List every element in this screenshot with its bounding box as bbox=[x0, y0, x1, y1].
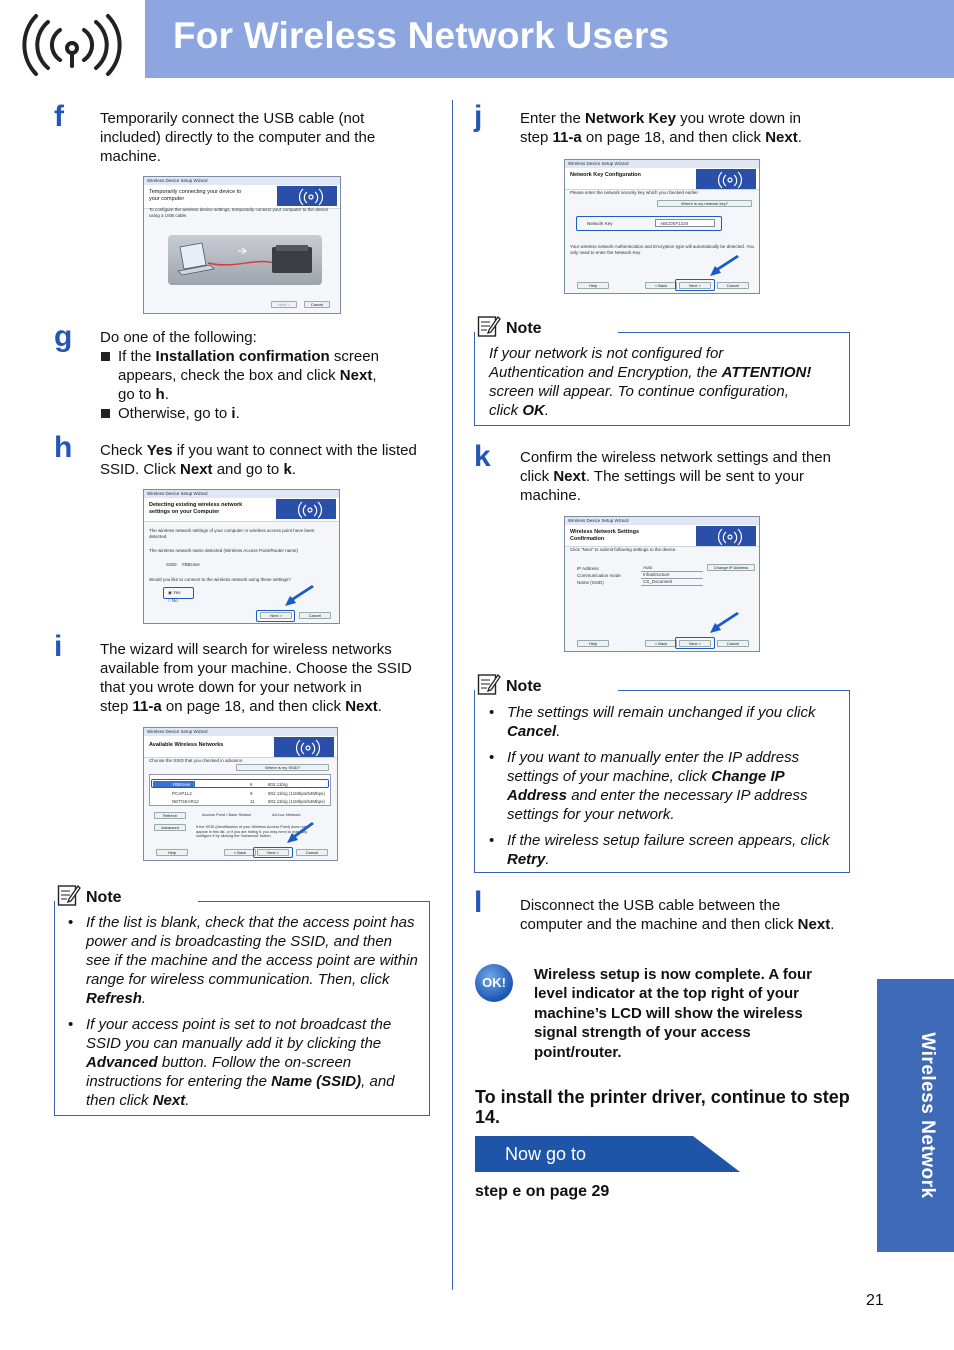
step-g-option bbox=[100, 404, 440, 423]
text-bold: Network Key bbox=[585, 110, 676, 127]
now-go-to-banner bbox=[475, 1136, 740, 1172]
where-ssid-button[interactable]: Where is my SSID? bbox=[236, 764, 329, 771]
side-tab-label: Wireless Network bbox=[917, 1032, 938, 1199]
text-bold: Change IP Address bbox=[507, 768, 785, 804]
dialog-body: Click "Next" to submit following settings to the device. bbox=[570, 547, 677, 552]
header-logo bbox=[0, 0, 145, 78]
step-k-line: machine. bbox=[520, 487, 581, 504]
step-l-text bbox=[520, 896, 860, 934]
note-line: If your network is not configured for bbox=[489, 345, 724, 362]
dialog-heading bbox=[149, 189, 241, 202]
step-f-line: machine. bbox=[100, 148, 161, 165]
text-bold: Cancel bbox=[507, 723, 557, 740]
wireless-logo-icon bbox=[276, 499, 336, 519]
step-j-line bbox=[520, 128, 860, 147]
step-letter-h: h bbox=[54, 431, 73, 464]
wireless-brand-icon bbox=[0, 0, 145, 78]
completion-message: Wireless setup is now complete. A four level indicator at the top right of your machine’s LCD will show the wireless signal strength of your access point/router. bbox=[534, 966, 812, 1061]
step-f-line: included) directly to the computer and the bbox=[100, 129, 376, 146]
comm-mode-value: Infrastructure bbox=[641, 572, 703, 579]
text-bold: Retry bbox=[507, 851, 546, 868]
step-i-line: available from your machine. Choose the SSID bbox=[100, 660, 412, 677]
dialog-next-button[interactable]: Next > bbox=[679, 282, 711, 289]
change-ip-button[interactable]: Change IP Address bbox=[707, 564, 755, 571]
dialog-network-key bbox=[564, 159, 760, 294]
dialog-window-title: Wireless Device Setup Wizard bbox=[144, 490, 339, 498]
text-bold: k bbox=[283, 461, 292, 478]
next-step-reference bbox=[475, 1182, 609, 1202]
wireless-logo-icon bbox=[274, 737, 334, 757]
text: SSID. Click bbox=[100, 461, 181, 478]
ssid-name-label: Name (SSID) bbox=[577, 580, 604, 585]
no-label: No bbox=[171, 598, 178, 603]
step-h-line bbox=[100, 460, 445, 479]
text: If the list is blank, check that the access point has power and is broadcasting the SSID, and then see if the machine and the access point are within range for wireless communication. Then, click bbox=[86, 914, 418, 988]
network-channel: 9 bbox=[250, 791, 253, 796]
text: If the wireless setup failure screen appears, click bbox=[507, 832, 830, 849]
text: , bbox=[372, 367, 377, 384]
text: . bbox=[185, 1092, 190, 1109]
text-bold: Advanced bbox=[86, 1054, 158, 1071]
yes-radio[interactable]: ◉ Yes bbox=[168, 590, 181, 595]
dialog-header bbox=[565, 168, 759, 190]
dialog-next-button[interactable]: Next > bbox=[257, 849, 289, 856]
note-list bbox=[489, 703, 839, 869]
dialog-cancel-button[interactable]: Cancel bbox=[304, 301, 330, 308]
dialog-heading-line: Detecting existing wireless network bbox=[149, 502, 243, 508]
text: . bbox=[377, 698, 382, 715]
dialog-usb-connect bbox=[143, 176, 341, 314]
text-bold: ATTENTION! bbox=[721, 364, 812, 381]
text-bold: Next bbox=[180, 461, 213, 478]
text-bold: OK bbox=[522, 402, 545, 419]
step-letter-k: k bbox=[474, 440, 491, 473]
network-key-label: Network Key bbox=[587, 221, 613, 226]
text: . bbox=[830, 916, 835, 933]
note-heading: Note bbox=[506, 678, 542, 695]
dialog-window-title: Wireless Device Setup Wizard bbox=[565, 160, 759, 168]
dialog-heading-line: settings on your Computer bbox=[149, 508, 220, 515]
dialog-header bbox=[565, 525, 759, 547]
page-number: 21 bbox=[866, 1292, 884, 1309]
dialog-header bbox=[144, 736, 337, 758]
pointer-arrow-icon bbox=[707, 611, 741, 635]
network-key-input[interactable]: ABCDEF1234 bbox=[655, 219, 715, 227]
dialog-header bbox=[144, 498, 339, 522]
note-heading: Note bbox=[86, 889, 122, 906]
legend-access-point: Access Point / Base Station bbox=[202, 812, 252, 817]
text: Authentication and Encryption, the bbox=[489, 364, 722, 381]
text-bold: Next bbox=[765, 129, 798, 146]
text: . The settings will be sent to your bbox=[585, 468, 805, 485]
note-i-text bbox=[68, 913, 418, 1117]
text-bold: Name (SSID) bbox=[271, 1073, 362, 1090]
wireless-logo-icon bbox=[696, 526, 756, 546]
text: . bbox=[291, 461, 296, 478]
dialog-cancel-button[interactable]: Cancel bbox=[299, 612, 331, 619]
text: If the bbox=[118, 348, 156, 365]
selected-network-highlight bbox=[151, 779, 329, 788]
step-letter-l: l bbox=[474, 886, 483, 919]
note-line bbox=[489, 401, 844, 420]
text-bold: Next bbox=[152, 1092, 186, 1109]
text: and enter the necessary IP address settings for your network. bbox=[507, 787, 808, 823]
note-j-text bbox=[489, 344, 844, 420]
step-l-line bbox=[520, 915, 860, 934]
text: If your access point is set to not broadcast the SSID you can manually add it by clicking the bbox=[86, 1016, 392, 1052]
pointer-arrow-icon bbox=[707, 254, 741, 278]
page-title: For Wireless Network Users bbox=[173, 15, 670, 56]
network-mode: 802.11b/g bbox=[268, 782, 288, 787]
dialog-body: To configure the wireless device settings, temporarily connect your computer to the device using a USB cable. bbox=[149, 207, 329, 218]
dialog-question: Would you like to connect to the wireless network using these settings? bbox=[149, 577, 291, 582]
text-bold: Refresh bbox=[86, 990, 142, 1007]
network-name: YBBUser bbox=[172, 782, 191, 787]
note-item bbox=[489, 831, 839, 869]
dialog-body: The wireless network settings of your computer or wireless access point have been detected. bbox=[149, 528, 315, 539]
step-letter-i: i bbox=[54, 630, 63, 663]
text: . bbox=[141, 990, 147, 1007]
dialog-cancel-button[interactable]: Cancel bbox=[717, 282, 749, 289]
text-bold: Installation confirmation bbox=[155, 348, 330, 365]
text: . bbox=[235, 405, 240, 422]
step-g-option bbox=[100, 347, 440, 404]
step-i-line bbox=[100, 697, 445, 716]
note-list bbox=[68, 913, 418, 1110]
text: click bbox=[520, 468, 554, 485]
dialog-next-button[interactable]: Next > bbox=[679, 640, 711, 647]
step-k-text bbox=[520, 448, 860, 505]
text-bold: 14 bbox=[475, 1107, 496, 1127]
text: To install the printer driver, continue to step bbox=[475, 1087, 850, 1107]
ok-badge-icon: OK! bbox=[475, 964, 513, 1002]
network-name: NETGEAR12 bbox=[172, 799, 199, 804]
text-bold: Next bbox=[553, 468, 586, 485]
text-bold: Yes bbox=[146, 442, 173, 459]
dialog-next-button[interactable]: Next > bbox=[260, 612, 292, 619]
now-go-to-label: Now go to bbox=[505, 1144, 587, 1164]
text: . bbox=[545, 851, 550, 868]
ssid-value: YBBUser bbox=[181, 562, 201, 567]
text: . bbox=[797, 129, 802, 146]
note-k-text bbox=[489, 703, 839, 876]
step-k-line bbox=[520, 467, 860, 486]
dialog-next-button[interactable]: Next > bbox=[271, 301, 297, 308]
text: you wrote down in bbox=[675, 110, 801, 127]
dialog-ssid-row bbox=[166, 562, 334, 568]
text: If you want to manually enter the IP address settings of your machine, click bbox=[507, 749, 800, 785]
no-radio[interactable]: ○ No bbox=[168, 598, 178, 603]
text: if you want to connect with the listed bbox=[172, 442, 417, 459]
text: step bbox=[520, 129, 553, 146]
text: click bbox=[489, 402, 523, 419]
help-button[interactable]: Help bbox=[156, 849, 188, 856]
pointer-arrow-icon bbox=[284, 822, 316, 844]
step-f-text bbox=[100, 109, 440, 166]
text-bold: h bbox=[155, 386, 165, 403]
continue-heading bbox=[475, 1087, 855, 1127]
note-item bbox=[68, 1015, 418, 1110]
text-bold: Next bbox=[345, 698, 378, 715]
step-j-line bbox=[520, 109, 860, 128]
step-letter-j: j bbox=[474, 100, 483, 133]
step-h-text bbox=[100, 441, 445, 479]
note-item bbox=[489, 748, 839, 824]
text-bold: i bbox=[231, 405, 236, 422]
dialog-header bbox=[144, 185, 340, 209]
dialog-heading-line: Confirmation bbox=[570, 535, 605, 542]
text: step bbox=[100, 698, 133, 715]
step-i-line: The wizard will search for wireless networks bbox=[100, 641, 392, 658]
laptop-printer-icon bbox=[168, 235, 322, 285]
text: on page 18, and then click bbox=[581, 129, 766, 146]
dialog-available-networks bbox=[143, 727, 338, 861]
text: screen bbox=[329, 348, 379, 365]
dialog-window-title: Wireless Device Setup Wizard bbox=[565, 517, 759, 525]
ip-address-label: IP Address bbox=[577, 566, 599, 571]
dialog-heading bbox=[149, 502, 242, 515]
dialog-info: If the SSID (identification of your Wireless Access Point) does not appear in this list, or if you are hiding it, you may need to manually configure it by clicking the 'Advanced' button. bbox=[196, 825, 308, 838]
text: on page 18, and then click bbox=[161, 698, 346, 715]
network-name: PCAP1L2 bbox=[172, 791, 192, 796]
text: Enter the bbox=[520, 110, 586, 127]
text: go to bbox=[118, 386, 156, 403]
text: The settings will remain unchanged if you click bbox=[507, 704, 816, 721]
note-item bbox=[68, 913, 418, 1008]
column-divider bbox=[452, 100, 453, 1290]
pointer-arrow-icon bbox=[282, 584, 316, 608]
help-button[interactable]: Help bbox=[577, 282, 609, 289]
text: . bbox=[556, 723, 561, 740]
text: on page 29 bbox=[521, 1183, 610, 1200]
yes-label: Yes bbox=[173, 590, 181, 595]
note-line bbox=[489, 363, 844, 382]
dialog-heading bbox=[570, 529, 639, 542]
step-l-line: Disconnect the USB cable between the bbox=[520, 897, 781, 914]
network-mode: 802.11b/g (11Mbps/54Mbps) bbox=[268, 791, 325, 796]
dialog-info: Your wireless network Authentication and Encryption type will automatically be detected. You only need to enter the Network Key. bbox=[570, 244, 754, 255]
network-channel: 6 bbox=[250, 782, 253, 787]
note-item bbox=[489, 703, 839, 741]
text: computer and the machine and then click bbox=[520, 916, 798, 933]
text: appears, check the box and click bbox=[118, 367, 340, 384]
dialog-settings-confirm bbox=[564, 516, 760, 652]
advanced-button[interactable]: Advanced bbox=[154, 824, 186, 831]
text: Otherwise, go to bbox=[118, 405, 232, 422]
ssid-label: SSID: bbox=[166, 562, 178, 567]
wireless-logo-icon bbox=[696, 169, 756, 189]
text: and go to bbox=[212, 461, 284, 478]
step-g-options bbox=[100, 347, 440, 423]
note-line: screen will appear. To continue configuration, bbox=[489, 383, 789, 400]
text-bold: 11-a bbox=[552, 129, 582, 146]
help-button[interactable]: Help bbox=[577, 640, 609, 647]
ssid-name-value: CS_Document bbox=[641, 579, 703, 586]
dialog-heading: Available Wireless Networks bbox=[149, 742, 224, 748]
text: . bbox=[544, 402, 550, 419]
note-heading: Note bbox=[506, 320, 542, 337]
text-bold: Next bbox=[339, 367, 373, 384]
dialog-body: Please enter the network security key which you checked earlier. bbox=[570, 190, 699, 195]
dialog-body: Choose the SSID that you checked in advance. bbox=[149, 758, 244, 763]
step-f-line: Temporarily connect the USB cable (not bbox=[100, 110, 365, 127]
dialog-heading-line: your computer bbox=[149, 195, 185, 202]
text: Check bbox=[100, 442, 147, 459]
text: . bbox=[164, 386, 169, 403]
network-mode: 802.11b/g (11Mbps/54Mbps) bbox=[268, 799, 325, 804]
text-bold: 11-a bbox=[132, 698, 162, 715]
dialog-cancel-button[interactable]: Cancel bbox=[717, 640, 749, 647]
dialog-heading: Network Key Configuration bbox=[570, 172, 641, 178]
comm-mode-label: Communication mode bbox=[577, 573, 621, 578]
step-j-text bbox=[520, 109, 860, 147]
step-letter-g: g bbox=[54, 320, 73, 353]
step-k-line: Confirm the wireless network settings and then bbox=[520, 449, 831, 466]
step-letter-ref: e bbox=[512, 1183, 522, 1200]
text-bold: Next bbox=[797, 916, 831, 933]
text: , and then click bbox=[86, 1073, 395, 1109]
legend-adhoc: Ad-hoc Network bbox=[272, 812, 301, 817]
back-button[interactable]: < Back bbox=[645, 282, 677, 289]
dialog-cancel-button[interactable]: Cancel bbox=[296, 849, 328, 856]
text: button. Follow the on-screen instructions for entering the bbox=[86, 1054, 352, 1090]
usb-illustration bbox=[168, 235, 322, 285]
wireless-logo-icon bbox=[277, 186, 337, 206]
side-tab bbox=[877, 979, 954, 1252]
step-h-line bbox=[100, 441, 445, 460]
refresh-button[interactable]: Refresh bbox=[154, 812, 186, 819]
step-g-intro: Do one of the following: bbox=[100, 329, 257, 346]
step-i-text bbox=[100, 640, 445, 716]
step-letter-f: f bbox=[54, 100, 64, 133]
step-i-line: that you wrote down for your network in bbox=[100, 679, 362, 696]
text: . bbox=[495, 1107, 501, 1127]
back-button[interactable]: < Back bbox=[645, 640, 677, 647]
dialog-heading-line: Temporarily connecting your device to bbox=[149, 189, 242, 195]
where-key-button[interactable]: Where is my network key? bbox=[657, 200, 752, 207]
dialog-detect-network bbox=[143, 489, 340, 624]
back-button[interactable]: < Back bbox=[224, 849, 256, 856]
step-g-text bbox=[100, 328, 440, 423]
text: step bbox=[475, 1183, 513, 1200]
dialog-heading-line: Wireless Network Settings bbox=[570, 529, 640, 535]
dialog-window-title: Wireless Device Setup Wizard bbox=[144, 728, 337, 736]
dialog-body: The wireless network name detected (Wireless Access Point/Router name) bbox=[149, 548, 299, 553]
ip-address-value: Auto bbox=[641, 565, 703, 572]
network-channel: 11 bbox=[250, 799, 255, 804]
header-bar bbox=[145, 0, 954, 78]
network-row[interactable] bbox=[150, 798, 328, 806]
dialog-window-title: Wireless Device Setup Wizard bbox=[144, 177, 340, 185]
